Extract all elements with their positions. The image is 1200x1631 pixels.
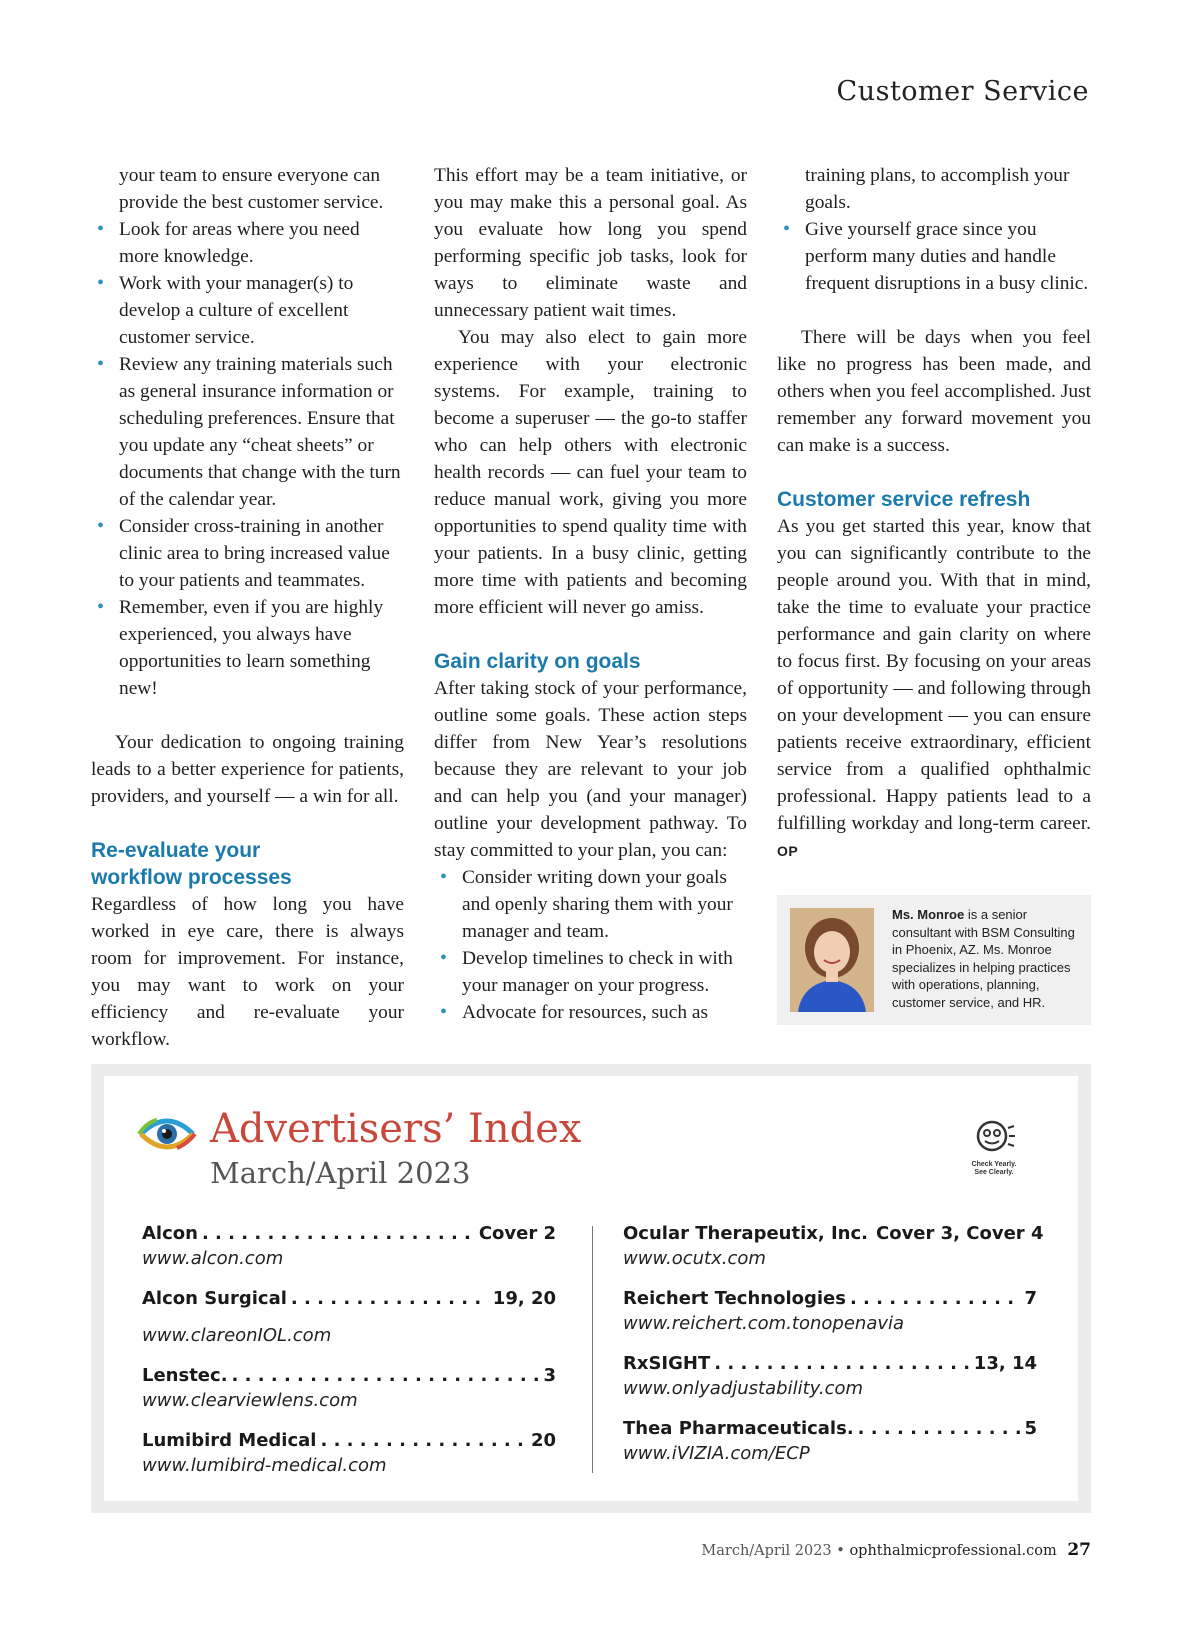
advertiser-url[interactable]: www.reichert.com.tonopenavia [623, 1313, 905, 1334]
section-label: Customer Service [836, 76, 1089, 107]
list-item: • Look for areas where you need more knowledge. [91, 216, 404, 270]
advertiser-entry [142, 1221, 556, 1271]
advertiser-name: Alcon Surgical [142, 1288, 287, 1309]
page-footer [701, 1540, 1091, 1560]
list-item: • Review any training materials such as general insurance information or scheduling preferences. Ensure that you update any “cheat sheets” or documents that change with the turn of the calendar year. [91, 351, 404, 513]
issue-date: March/April 2023 [701, 1543, 832, 1559]
footer-separator: • [836, 1543, 845, 1559]
section-heading: Customer service refresh [777, 488, 1031, 511]
bullet-list [777, 216, 1091, 297]
list-item: • Remember, even if you are highly experienced, you always have opportunities to learn something new! [91, 594, 404, 702]
list-item: • Advocate for resources, such as [434, 999, 747, 1026]
section-heading: Gain clarity on goals [434, 650, 641, 673]
author-portrait-icon [790, 908, 874, 1012]
advertisers-index-panel [104, 1076, 1078, 1501]
bio-description: is a senior consultant with BSM Consulting in Phoenix, AZ. Ms. Monroe specializes in helping practices with operations, planning, customer service, and HR. [892, 907, 1075, 1010]
advertiser-entry [142, 1428, 556, 1478]
paragraph: There will be days when you feel like no progress has been made, and others when you feel accomplished. Just remember any forward movement you can make is a success. [777, 327, 1091, 456]
badge-line-1: Check Yearly. [971, 1161, 1017, 1168]
advertiser-url[interactable]: www.alcon.com [142, 1248, 284, 1269]
advertisers-subtitle: March/April 2023 [210, 1156, 471, 1190]
advertiser-entry [623, 1416, 1037, 1466]
paragraph: You may also elect to gain more experience with your electronic systems. For example, training to become a superuser — the go-to staffer who can help others with electronic health records — can fuel your team to reduce manual work, giving you more opportunities to spend quality time with your patients. In a busy clinic, getting more time with patients and becoming more efficient will never go amiss. [434, 327, 747, 618]
website-link[interactable]: ophthalmicprofessional.com [849, 1543, 1057, 1559]
advertiser-page: 20 [530, 1430, 556, 1451]
advertiser-url[interactable]: www.lumibird-medical.com [142, 1455, 387, 1476]
advertiser-name: Alcon [142, 1223, 198, 1244]
advertiser-name: Thea Pharmaceuticals. [623, 1418, 854, 1439]
list-item: • Consider writing down your goals and openly sharing them with your manager and team. [434, 864, 747, 945]
advertiser-url[interactable]: www.onlyadjustability.com [623, 1378, 864, 1399]
advertiser-page: 19, 20 [492, 1288, 556, 1309]
smiling-eye-icon [972, 1116, 1016, 1156]
advertiser-entry [142, 1363, 556, 1413]
paragraph: Regardless of how long you have worked in eye care, there is always room for improvement. For instance, you may want to work on your efficiency and re-evaluate your workflow. [91, 894, 404, 1050]
advertiser-url[interactable]: www.iVIZIA.com/ECP [623, 1443, 810, 1464]
advertiser-url[interactable]: www.clearviewlens.com [142, 1390, 358, 1411]
bullet-list [91, 216, 404, 702]
badge-line-2: See Clearly. [974, 1169, 1014, 1176]
advertiser-name: Lenstec. [142, 1365, 228, 1386]
advertisers-left-column [142, 1221, 556, 1493]
section-heading: Re-evaluate your workflow processes [91, 839, 292, 889]
article-column-3 [777, 162, 1091, 865]
advertisers-index [91, 1064, 1091, 1513]
advertiser-name: Reichert Technologies [623, 1288, 846, 1309]
page-number: 27 [1067, 1540, 1091, 1560]
author-name: Ms. Monroe [892, 907, 965, 922]
list-item: • Consider cross-training in another clinic area to bring increased value to your patients and teammates. [91, 513, 404, 594]
article-column-2 [434, 162, 747, 1026]
paragraph-text: As you get started this year, know that you can significantly contribute to the people around you. With that in mind, take the time to evaluate your practice performance and gain clarity on where to focus first. By focusing on your areas of opportunity — and following through on your development — you can ensure patients receive extraordinary, efficient service from a qualified ophthalmic professional. Happy patients lead to a fulfilling workday and long-term career. [777, 516, 1091, 834]
advertiser-page: 5 [1024, 1418, 1037, 1439]
bio-text [892, 906, 1082, 1011]
advertiser-url[interactable]: www.ocutx.com [623, 1248, 766, 1269]
advertiser-page: Cover 3, Cover 4 [876, 1223, 1044, 1244]
advertisers-title: Advertisers’ Index [210, 1106, 582, 1152]
article-column-1 [91, 162, 404, 1053]
paragraph: training plans, to accomplish your goals. [805, 165, 1070, 213]
advertiser-entry [623, 1351, 1037, 1401]
check-yearly-badge [966, 1116, 1022, 1186]
advertiser-url[interactable]: www.clareonIOL.com [142, 1325, 332, 1346]
advertiser-name: Ocular Therapeutix, Inc. [623, 1223, 868, 1244]
advertiser-page: 3 [543, 1365, 556, 1386]
paragraph [777, 513, 1091, 865]
bullet-list [434, 864, 747, 1026]
list-item: • Work with your manager(s) to develop a culture of excellent customer service. [91, 270, 404, 351]
advertisers-right-column [623, 1221, 1044, 1481]
advertiser-entry [142, 1286, 556, 1348]
advertiser-entry [623, 1221, 1044, 1271]
author-bio [777, 895, 1091, 1025]
advertiser-name: Lumibird Medical [142, 1430, 317, 1451]
column-divider [592, 1226, 593, 1473]
paragraph: This effort may be a team initiative, or you may make this a personal goal. As you evaluate how long you spend performing specific job tasks, look for ways to eliminate waste and unnecessary patient wait times. [434, 165, 747, 321]
list-item: • Give yourself grace since you perform many duties and handle frequent disruptions in a busy clinic. [777, 216, 1091, 297]
advertiser-page: 7 [1024, 1288, 1037, 1309]
advertiser-page: Cover 2 [478, 1223, 556, 1244]
eye-logo-icon [137, 1112, 197, 1156]
end-mark: OP [777, 843, 799, 859]
paragraph: Your dedication to ongoing training leads to a better experience for patients, providers, and yourself — a win for all. [91, 732, 404, 807]
author-photo [790, 908, 874, 1012]
paragraph: your team to ensure everyone can provide the best customer service. [119, 165, 384, 213]
list-item: • Develop timelines to check in with your manager on your progress. [434, 945, 747, 999]
paragraph: After taking stock of your performance, outline some goals. These action steps differ from New Year’s resolutions because they are relevant to your job and can help you (and your manager) outline your development pathway. To stay committed to your plan, you can: [434, 678, 747, 861]
advertiser-page: 13, 14 [973, 1353, 1037, 1374]
advertiser-name: RxSIGHT [623, 1353, 711, 1374]
advertiser-entry [623, 1286, 1037, 1336]
